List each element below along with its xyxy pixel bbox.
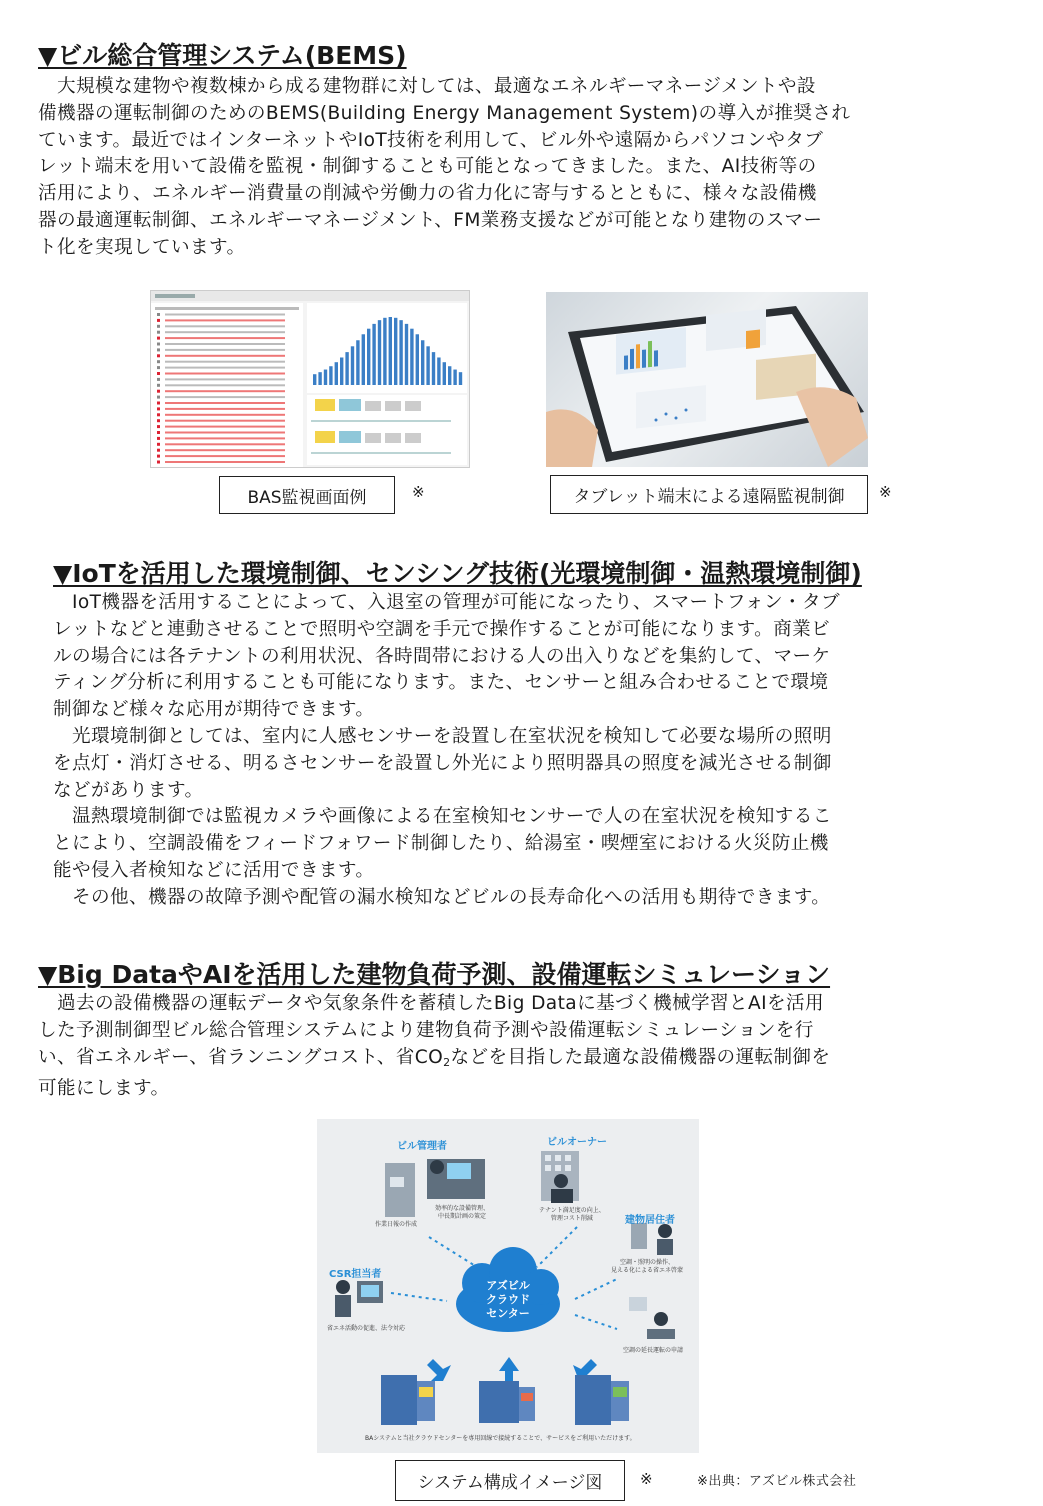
- co2-subscript: 2: [443, 1055, 451, 1069]
- body-line: を点灯・消灯させる、明るさセンサーを設置し外光により照明器具の照度を減光させる制御: [53, 752, 832, 774]
- body-line: レット端末を用いて設備を監視・制御することも可能となってきました。また、AI技術等の: [38, 156, 817, 178]
- tablet-note-mark: ※: [879, 483, 892, 501]
- body-line: 制御など様々な応用が期待できます。: [53, 699, 375, 721]
- body-line: 光環境制御としては、室内に人感センサーを設置し在室状況を検知して必要な場所の照明: [53, 725, 832, 747]
- diagram-note-line: 見える化による省エネ啓蒙: [611, 1267, 684, 1274]
- body-line: その他、機器の故障予測や配管の漏水検知などビルの長寿命化への活用も期待できます。: [53, 886, 831, 908]
- body-line: 備機器の運転制御のためのBEMS(Building Energy Management System)の導入が推奨され: [38, 102, 851, 124]
- diagram-note-line: 空調・照明の操作、: [620, 1259, 675, 1266]
- co2-text: い、省エネルギー、省ランニングコスト、省CO: [38, 1046, 444, 1068]
- diagram-note-line: 効率的な設備管理、: [435, 1205, 490, 1212]
- system-diagram: [317, 1119, 699, 1453]
- body-line: 能や侵入者検知などに活用できます。: [53, 859, 375, 881]
- system-note-mark: ※: [640, 1470, 653, 1488]
- body-line: ティング分析に利用することも可能になります。また、センサーと組み合わせることで環境: [53, 672, 829, 694]
- diagram-label-csr: CSR担当者: [329, 1269, 382, 1280]
- body-line: とにより、空調設備をフィードフォワード制御したり、給湯室・喫煙室における火災防止機: [53, 833, 829, 855]
- tablet-caption: タブレット端末による遠隔監視制御: [550, 475, 868, 514]
- source-credit: ※出典：アズビル株式会社: [697, 1474, 857, 1489]
- body-line: ています。最近ではインターネットやIoT技術を利用して、ビル外や遠隔からパソコンやタブ: [38, 129, 824, 151]
- body-line: などがあります。: [53, 779, 204, 801]
- body-line: 可能にします。: [38, 1078, 170, 1100]
- bas-note-mark: ※: [412, 483, 425, 501]
- body-line: IoT機器を活用することによって、入退室の管理が可能になったり、スマートフォン・タブ: [53, 592, 840, 613]
- body-line: した予測制御型ビル総合管理システムにより建物負荷予測や設備運転シミュレーションを行: [38, 1019, 814, 1041]
- diagram-label-owner: ビルオーナー: [547, 1137, 607, 1148]
- diagram-label-residents: 建物居住者: [625, 1215, 675, 1226]
- diagram-note: 空調の延長運転の申請: [623, 1347, 684, 1354]
- cloud-line: アズビル: [486, 1279, 530, 1292]
- diagram-note-line: 管理コスト削減: [550, 1215, 593, 1222]
- body-line: ト化を実現しています。: [38, 236, 246, 258]
- section-body-bigdata: [38, 991, 830, 1103]
- tablet-photo-image: [546, 292, 868, 467]
- body-line: 大規模な建物や複数棟から成る建物群に対しては、最適なエネルギーマネージメントや設: [38, 76, 816, 97]
- body-line: 過去の設備機器の運転データや気象条件を蓄積したBig Dataに基づく機械学習とAIを活用: [38, 993, 825, 1014]
- section-body-bems: [38, 74, 850, 262]
- diagram-note: [611, 1259, 683, 1275]
- cloud-line: クラウド: [486, 1293, 530, 1306]
- bas-caption: BAS監視画面例: [219, 476, 395, 514]
- section-heading-bigdata: ▼Big DataやAIを活用した建物負荷予測、設備運転シミュレーション: [38, 960, 831, 989]
- cloud-line: センター: [486, 1307, 530, 1320]
- section-heading-iot: ▼IoTを活用した環境制御、センシング技術(光環境制御・温熱環境制御): [53, 559, 862, 588]
- body-line: 活用により、エネルギー消費量の削減や労働力の省力化に寄与するとともに、様々な設備機: [38, 183, 817, 205]
- diagram-note-line: 中長期計画の策定: [438, 1213, 487, 1220]
- diagram-cloud-label: [465, 1279, 551, 1321]
- diagram-note: [435, 1205, 489, 1221]
- body-line: ルの場合には各テナントの利用状況、各時間帯における人の出入りなどを集約して、マーケ: [53, 645, 831, 667]
- body-line: レットなどと連動させることで照明や空調を手元で操作することが可能になります。商業ビ: [53, 618, 831, 640]
- section-heading-bems: ▼ビル総合管理システム(BEMS): [38, 41, 407, 70]
- body-line: 温熱環境制御では監視カメラや画像による在室検知センサーで人の在室状況を検知するこ: [53, 806, 832, 828]
- diagram-footer: BAシステムと当社クラウドセンターを専用回線で接続することで、サービスをご利用いただけます。: [365, 1435, 636, 1442]
- diagram-note: 作業日報の作成: [375, 1221, 418, 1228]
- co2-text-rest: などを目指した最適な設備機器の運転制御を: [450, 1046, 831, 1068]
- body-line: [38, 1045, 830, 1077]
- diagram-note: 省エネ活動の促進、法令対応: [327, 1325, 406, 1332]
- bas-screen-image: [150, 290, 470, 468]
- section-body-iot: [53, 590, 840, 912]
- system-caption: システム構成イメージ図: [395, 1460, 625, 1501]
- diagram-note-line: テナント満足度の向上、: [539, 1207, 605, 1214]
- diagram-note: [539, 1207, 605, 1223]
- diagram-label-building-manager: ビル管理者: [397, 1141, 447, 1152]
- body-line: 器の最適運転制御、エネルギーマネージメント、FM業務支援などが可能となり建物のスマー: [38, 209, 823, 231]
